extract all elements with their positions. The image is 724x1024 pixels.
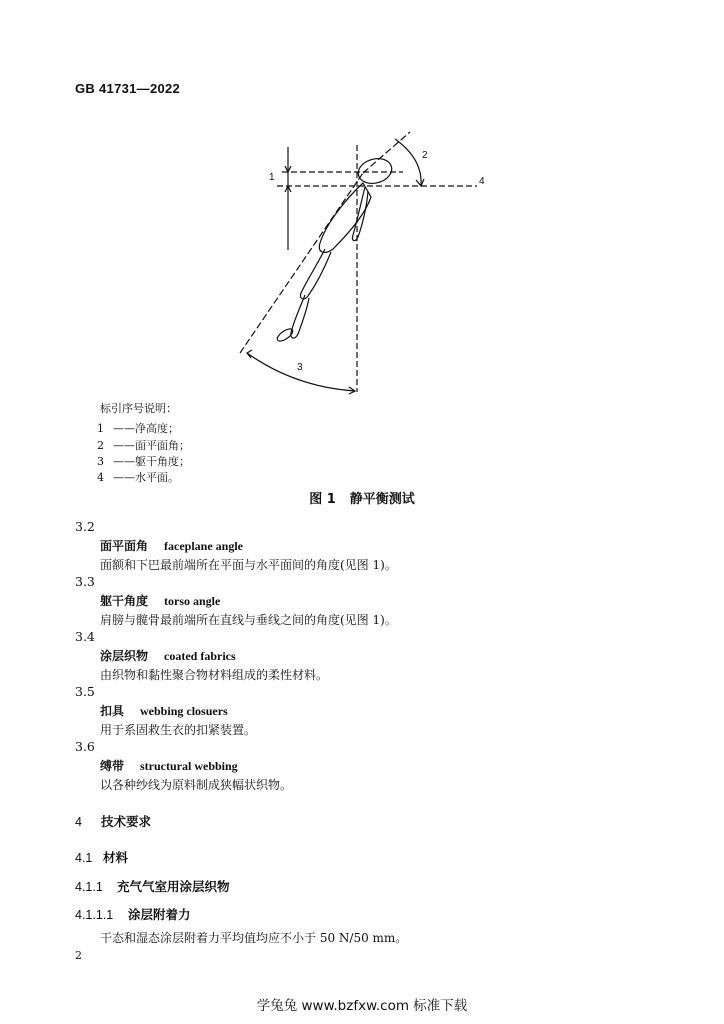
term-cn: 缚带 xyxy=(100,759,125,773)
definition: 以各种纱线为原料制成狭幅状织物。 xyxy=(100,778,293,792)
person-head xyxy=(355,155,394,187)
legend-row xyxy=(97,420,179,436)
heading-title: 涂层附着力 xyxy=(128,907,191,922)
callout-2: 2 xyxy=(422,150,428,161)
heading-4-1 xyxy=(75,848,128,866)
heading-4-1-1-1 xyxy=(75,905,191,923)
term-en: webbing closuers xyxy=(140,704,228,718)
footer-watermark: 学兔兔 www.bzfxw.com 标准下载 xyxy=(256,998,468,1014)
page-number: 2 xyxy=(75,949,82,962)
person-foot xyxy=(275,327,294,344)
legend-title: 标引序号说明： xyxy=(100,402,177,415)
legend-text: ——躯干角度； xyxy=(113,455,190,468)
callout-4: 4 xyxy=(479,176,485,187)
section-number: 3.3 xyxy=(75,574,95,589)
term-line xyxy=(100,537,243,554)
heading-4-1-1 xyxy=(75,877,230,895)
heading-title: 技术要求 xyxy=(101,814,152,829)
term-cn: 面平面角 xyxy=(100,539,149,553)
person-upper-leg xyxy=(301,249,331,299)
legend-text: ——水平面。 xyxy=(113,471,179,484)
heading-number: 4.1.1.1 xyxy=(75,908,114,922)
term-cn: 扣具 xyxy=(100,704,125,718)
person-lower-leg xyxy=(291,295,309,338)
term-line xyxy=(100,592,220,609)
definition: 用于系固救生衣的扣紧装置。 xyxy=(100,723,257,737)
term-line xyxy=(100,702,228,719)
term-cn: 涂层织物 xyxy=(100,649,149,663)
term-cn: 躯干角度 xyxy=(100,594,149,608)
term-en: structural webbing xyxy=(140,759,238,773)
legend-num: 4 xyxy=(97,471,104,484)
heading-4 xyxy=(75,812,151,830)
legend-row xyxy=(97,453,190,469)
legend-text: ——面平面角； xyxy=(113,439,190,452)
callout-3: 3 xyxy=(297,362,303,373)
body-paragraph: 干态和湿态涂层附着力平均值均应不小于 50 N/50 mm。 xyxy=(100,931,408,945)
definition: 由织物和黏性聚合物材料组成的柔性材料。 xyxy=(100,668,329,682)
section-number: 3.4 xyxy=(75,629,95,644)
section-number: 3.2 xyxy=(75,519,95,534)
heading-title: 充气气室用涂层织物 xyxy=(117,879,230,894)
legend-row xyxy=(97,437,190,453)
definition: 肩膀与髋骨最前端所在直线与垂线之间的角度(见图 1)。 xyxy=(100,613,397,627)
faceplane-angle-arc xyxy=(395,139,421,186)
heading-number: 4 xyxy=(75,815,82,829)
caption-number: 图 1 xyxy=(309,492,336,507)
heading-title: 材料 xyxy=(103,850,129,865)
definition: 面额和下巴最前端所在平面与水平面间的角度(见图 1)。 xyxy=(100,558,397,572)
term-line xyxy=(100,647,236,664)
term-en: faceplane angle xyxy=(164,539,244,553)
legend-num: 2 xyxy=(97,439,104,452)
figure-caption xyxy=(0,488,724,507)
faceplane-line xyxy=(363,132,410,173)
section-number: 3.6 xyxy=(75,739,95,754)
legend-num: 3 xyxy=(97,455,104,468)
legend-num: 1 xyxy=(97,422,104,435)
term-en: torso angle xyxy=(164,594,221,608)
term-line xyxy=(100,757,238,774)
standard-code: GB 41731—2022 xyxy=(75,81,181,96)
legend-row xyxy=(97,469,179,485)
caption-title: 静平衡测试 xyxy=(349,492,415,507)
section-number: 3.5 xyxy=(75,684,95,699)
heading-number: 4.1 xyxy=(75,851,93,865)
static-balance-figure xyxy=(225,125,515,397)
legend-text: ——净高度； xyxy=(113,422,179,435)
heading-number: 4.1.1 xyxy=(75,880,103,894)
person-arm xyxy=(352,187,368,241)
term-en: coated fabrics xyxy=(164,649,236,663)
callout-1: 1 xyxy=(269,172,275,183)
